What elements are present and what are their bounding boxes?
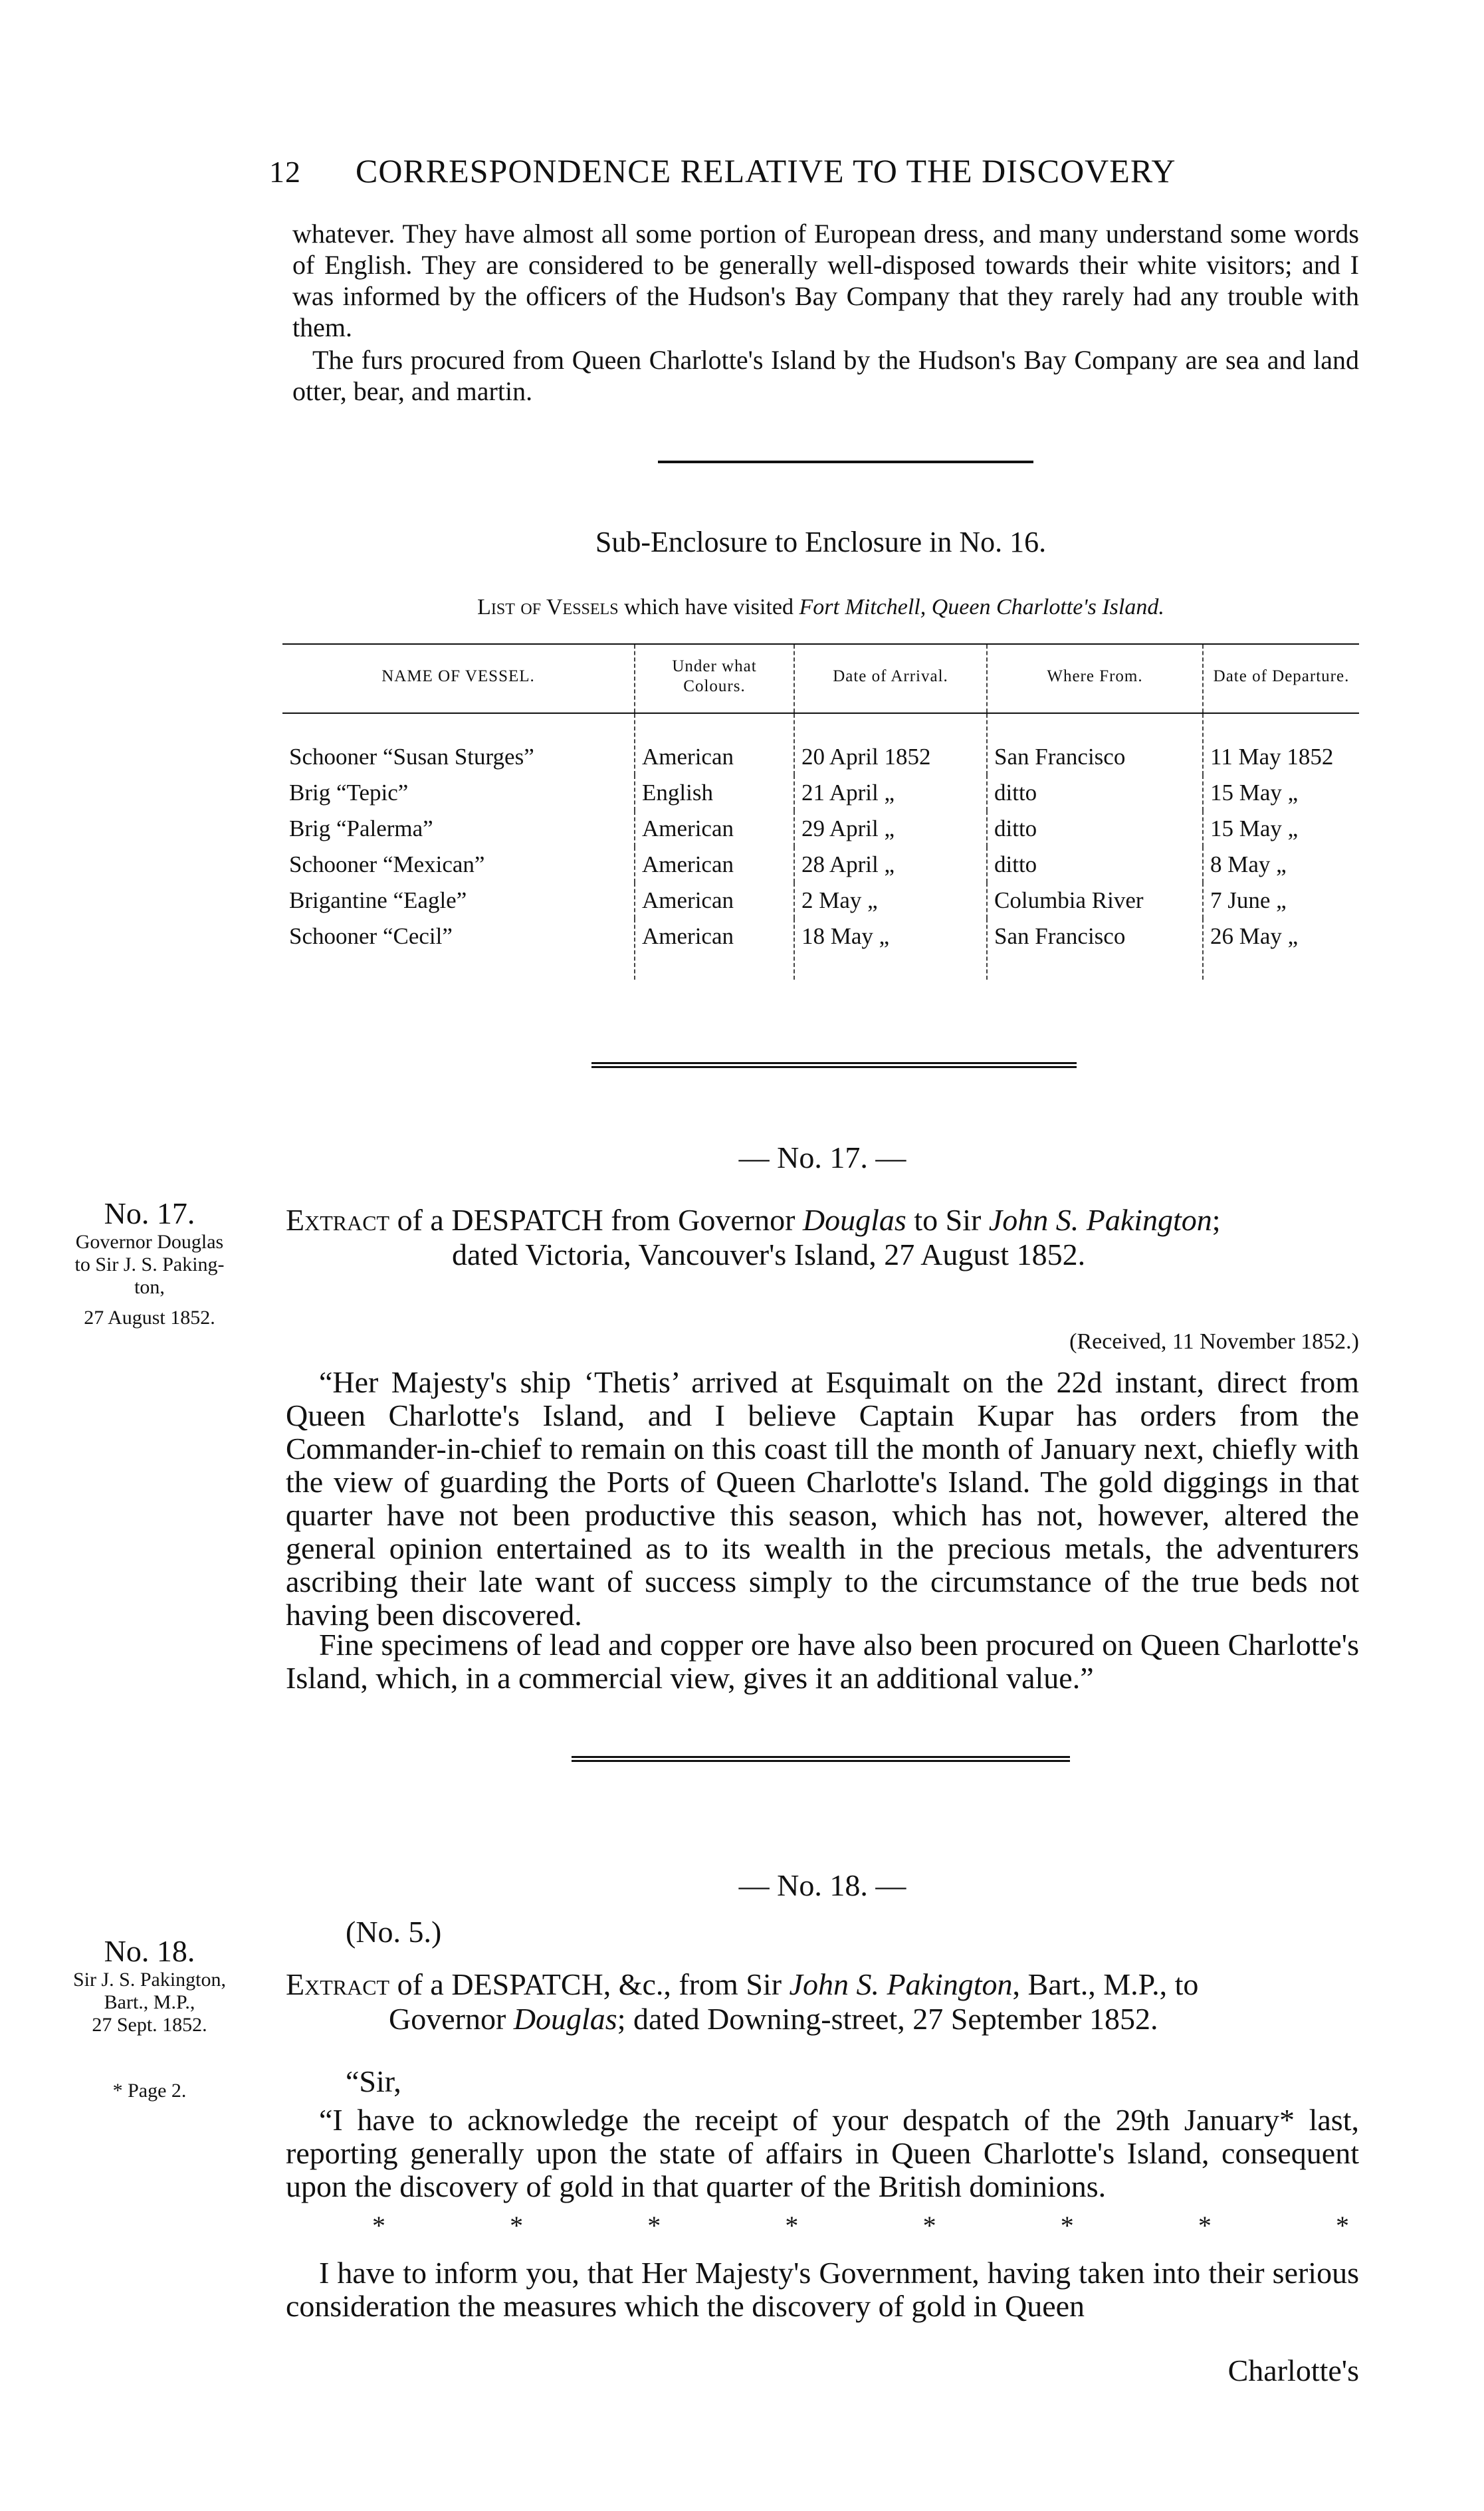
column-header: NAME OF VESSEL. — [282, 644, 635, 713]
column-header: Date of Departure. — [1203, 644, 1359, 713]
margin-number: No. 17. — [104, 1196, 195, 1230]
star-mark: * — [510, 2211, 524, 2240]
caption-place: Fort Mitchell, Queen Charlotte's Island. — [799, 595, 1164, 619]
vessel-origin: Columbia River — [987, 883, 1203, 919]
star-mark: * — [785, 2211, 799, 2240]
table-row — [282, 811, 1359, 847]
extract-label: Extract — [286, 1203, 390, 1237]
star-mark: * — [1198, 2211, 1212, 2240]
margin-line: to Sir J. S. Paking- — [74, 1254, 225, 1275]
vessel-name: Brigantine “Eagle” — [289, 887, 467, 913]
margin-number: No. 18. — [104, 1934, 195, 1968]
title-name: John S. Pakington — [988, 1203, 1212, 1237]
section-heading-no17: — No. 17. — — [738, 1141, 906, 1174]
footnote-reference: * Page 2. — [112, 2080, 187, 2102]
vessel-departure: 15 May „ — [1203, 811, 1359, 847]
vessel-arrival: 18 May „ — [794, 919, 987, 980]
margin-note-no17 — [40, 1196, 259, 1329]
vessel-departure: 11 May 1852 — [1203, 713, 1359, 775]
vessel-origin: ditto — [987, 847, 1203, 883]
vessel-origin: San Francisco — [987, 713, 1203, 775]
vessel-name: Schooner “Mexican” — [289, 851, 485, 877]
column-header: Where From. — [987, 644, 1203, 713]
star-mark: * — [922, 2211, 936, 2240]
star-mark: * — [372, 2211, 385, 2240]
no18-body-paragraph-1: “I have to acknowledge the receipt of your despatch of the 29th January* last, reporting generally upon the state of affairs in Queen Charlotte's Island, consequent upon the discovery of gold in that quarter of the British dominions. — [286, 2103, 1359, 2203]
vessel-origin: ditto — [987, 811, 1203, 847]
received-note: (Received, 11 November 1852.) — [1069, 1329, 1359, 1354]
no17-body-paragraph-2: Fine specimens of lead and copper ore have also been procured on Queen Charlotte's Island, which, in a commercial view, gives it an additional value.” — [286, 1628, 1359, 1695]
star-mark: * — [1060, 2211, 1074, 2240]
vessel-colours: English — [635, 775, 794, 811]
vessel-departure: 15 May „ — [1203, 775, 1359, 811]
vessel-arrival: 21 April „ — [794, 775, 987, 811]
table-header-row — [282, 644, 1359, 713]
vessel-colours: American — [635, 847, 794, 883]
table-row — [282, 883, 1359, 919]
table-row — [282, 775, 1359, 811]
extract-label: Extract — [286, 1967, 390, 2001]
title-text: of a DESPATCH, &c., from Sir — [389, 1967, 790, 2001]
vessel-departure: 8 May „ — [1203, 847, 1359, 883]
margin-line: 27 August 1852. — [84, 1307, 215, 1329]
despatch-title-no17 — [286, 1203, 1359, 1272]
margin-line: Governor Douglas — [75, 1231, 224, 1253]
page-title: CORRESPONDENCE RELATIVE TO THE DISCOVERY — [356, 152, 1176, 189]
title-text: ; dated Downing-street, 27 September 1852. — [617, 2002, 1158, 2036]
table-row — [282, 713, 1359, 775]
star-mark: * — [1335, 2211, 1349, 2240]
title-name: John S. Pakington — [789, 1967, 1013, 2001]
vessel-arrival: 20 April 1852 — [794, 713, 987, 775]
vessel-name: Schooner “Susan Sturges” — [289, 744, 534, 770]
vessels-table — [282, 643, 1359, 980]
intro-paragraph-2: The furs procured from Queen Charlotte's Island by the Hudson's Bay Company are sea and land otter, bear, and martin. — [292, 345, 1359, 406]
title-name: Douglas — [513, 2002, 617, 2036]
star-mark: * — [647, 2211, 661, 2240]
no18-body-paragraph-2: I have to inform you, that Her Majesty's Government, having taken into their serious consideration the measures which the discovery of gold in Queen — [286, 2256, 1359, 2323]
vessel-name: Brig “Tepic” — [289, 780, 409, 806]
vessel-name: Schooner “Cecil” — [289, 923, 453, 949]
margin-line: ton, — [134, 1276, 165, 1298]
vessel-colours: American — [635, 713, 794, 775]
column-header: Date of Arrival. — [794, 644, 987, 713]
table-caption — [282, 595, 1359, 620]
title-text: of a DESPATCH from Governor — [389, 1203, 803, 1237]
title-line-2: dated Victoria, Vancouver's Island, 27 August 1852. — [452, 1238, 1086, 1271]
vessel-colours: American — [635, 883, 794, 919]
vessel-colours: American — [635, 811, 794, 847]
catchword: Charlotte's — [1227, 2353, 1359, 2387]
despatch-title-no18 — [286, 1967, 1359, 2036]
ellipsis-stars — [372, 2210, 1349, 2241]
intro-paragraph-1: whatever. They have almost all some portion of European dress, and many understand some words of English. They are considered to be generally well-disposed towards their white visitors; and I was informed by the officers of the Hudson's Bay Company that they rarely had any trouble with them. — [292, 219, 1359, 342]
title-text: , Bart., M.P., to — [1012, 1967, 1199, 2001]
page-number: 12 — [269, 155, 301, 189]
column-header: Under what Colours. — [635, 644, 794, 713]
section-divider-double — [572, 1756, 1070, 1762]
section-divider-double — [591, 1062, 1077, 1068]
table-row — [282, 919, 1359, 980]
vessel-departure: 26 May „ — [1203, 919, 1359, 980]
vessel-name: Brig “Palerma” — [289, 816, 433, 841]
vessel-arrival: 2 May „ — [794, 883, 987, 919]
vessel-departure: 7 June „ — [1203, 883, 1359, 919]
margin-line: Sir J. S. Pakington, — [72, 1969, 227, 1991]
salutation: “Sir, — [346, 2064, 401, 2098]
margin-note-no18 — [40, 1934, 259, 2102]
vessel-arrival: 29 April „ — [794, 811, 987, 847]
margin-line: 27 Sept. 1852. — [92, 2014, 207, 2036]
vessel-origin: San Francisco — [987, 919, 1203, 980]
no17-body-paragraph-1: “Her Majesty's ship ‘Thetis’ arrived at Esquimalt on the 22d instant, direct from Queen Charlotte's Island, and I believe Captain Kupar has orders from the Commander-in-chief to remain on this coast till the month of January next, chiefly with the view of guarding the Ports of Queen Charlotte's Island. The gold diggings in that quarter have not been productive this season, which has not, however, altered the general opinion entertained as to its wealth in the precious metals, the adventurers ascribing their late want of success simply to the circumstance of the true beds not having been discovered. — [286, 1365, 1359, 1632]
vessel-origin: ditto — [987, 775, 1203, 811]
title-text: Governor — [389, 2002, 514, 2036]
vessel-arrival: 28 April „ — [794, 847, 987, 883]
running-head — [269, 152, 1359, 190]
section-heading-no18: — No. 18. — — [738, 1868, 906, 1902]
table-row — [282, 847, 1359, 883]
title-text: to Sir — [906, 1203, 989, 1237]
margin-line: Bart., M.P., — [104, 1991, 195, 2013]
caption-middle: which have visited — [618, 595, 799, 619]
section-divider — [658, 461, 1033, 463]
title-text: ; — [1212, 1203, 1221, 1237]
vessel-colours: American — [635, 919, 794, 980]
sub-enclosure-heading: Sub-Enclosure to Enclosure in No. 16. — [595, 526, 1047, 558]
title-name: Douglas — [802, 1203, 906, 1237]
caption-prefix: List of Vessels — [477, 595, 619, 619]
despatch-serial: (No. 5.) — [346, 1915, 442, 1949]
